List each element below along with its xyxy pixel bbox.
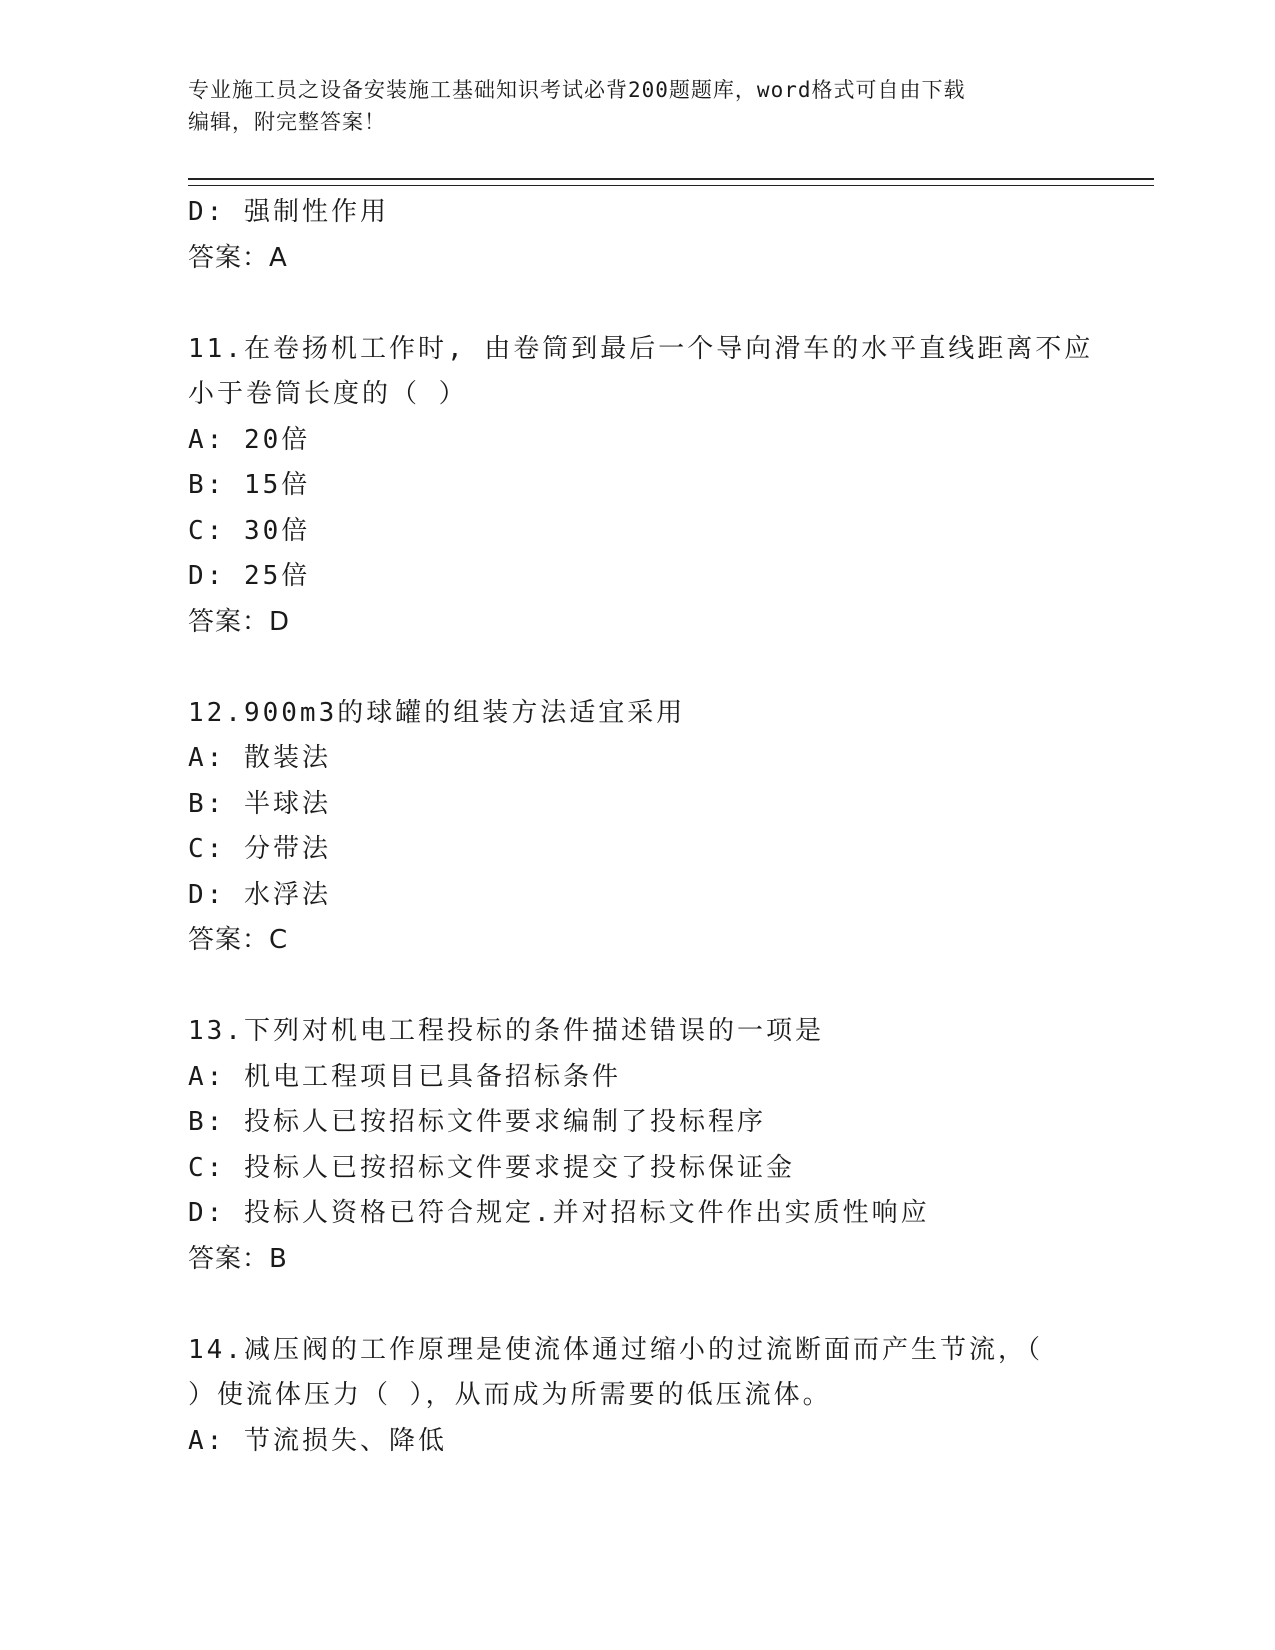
option-d: D: 投标人资格已符合规定.并对招标文件作出实质性响应	[188, 1198, 930, 1228]
option-a: A: 节流损失、降低	[188, 1425, 447, 1456]
option-b: B: 半球法	[188, 788, 331, 819]
option-a: A: 机电工程项目已具备招标条件	[188, 1061, 621, 1092]
question-stem-continued: ）使流体压力（ ），从而成为所需要的低压流体。	[188, 1380, 832, 1410]
header-title-line-2: 编辑，附完整答案！	[188, 110, 386, 134]
option-d: D: 强制性作用	[188, 197, 389, 227]
question-stem: 14.减压阀的工作原理是使流体通过缩小的过流断面而产生节流，（	[188, 1334, 1043, 1365]
question-11	[188, 327, 1094, 646]
header-divider	[188, 178, 1154, 186]
question-stem: 12.900m3的球罐的组装方法适宜采用	[188, 697, 686, 728]
option-c: C: 投标人已按招标文件要求提交了投标保证金	[188, 1152, 795, 1183]
option-c: C: 30倍	[188, 515, 311, 546]
option-d: D: 水浮法	[188, 879, 331, 910]
question-stem: 13.下列对机电工程投标的条件描述错误的一项是	[188, 1016, 824, 1046]
answer-line: 答案：C	[188, 925, 289, 955]
question-14	[188, 1328, 1088, 1465]
document-body	[188, 190, 1094, 1464]
option-a: A: 20倍	[188, 424, 311, 455]
spacer	[188, 281, 1088, 327]
question-stem-continued: 小于卷筒长度的（ ）	[188, 379, 468, 409]
spacer	[188, 645, 1088, 691]
option-d: D: 25倍	[188, 561, 311, 591]
option-a: A: 散装法	[188, 743, 331, 773]
question-stem: 11.在卷扬机工作时, 由卷筒到最后一个导向滑车的水平直线距离不应	[188, 333, 1094, 364]
answer-line: 答案：A	[188, 242, 288, 273]
header-title-line-1: 专业施工员之设备安装施工基础知识考试必背200题题库，word格式可自由下载	[188, 78, 966, 102]
spacer	[188, 964, 1088, 1010]
option-b: B: 15倍	[188, 470, 311, 500]
document-header	[188, 74, 1088, 138]
option-c: C: 分带法	[188, 834, 331, 864]
question-13	[188, 1009, 1088, 1282]
question-10-tail	[188, 190, 1088, 281]
option-b: B: 投标人已按招标文件要求编制了投标程序	[188, 1107, 766, 1137]
spacer	[188, 1282, 1088, 1328]
answer-line: 答案：B	[188, 1243, 288, 1274]
question-12	[188, 691, 1088, 964]
answer-line: 答案：D	[188, 606, 291, 637]
